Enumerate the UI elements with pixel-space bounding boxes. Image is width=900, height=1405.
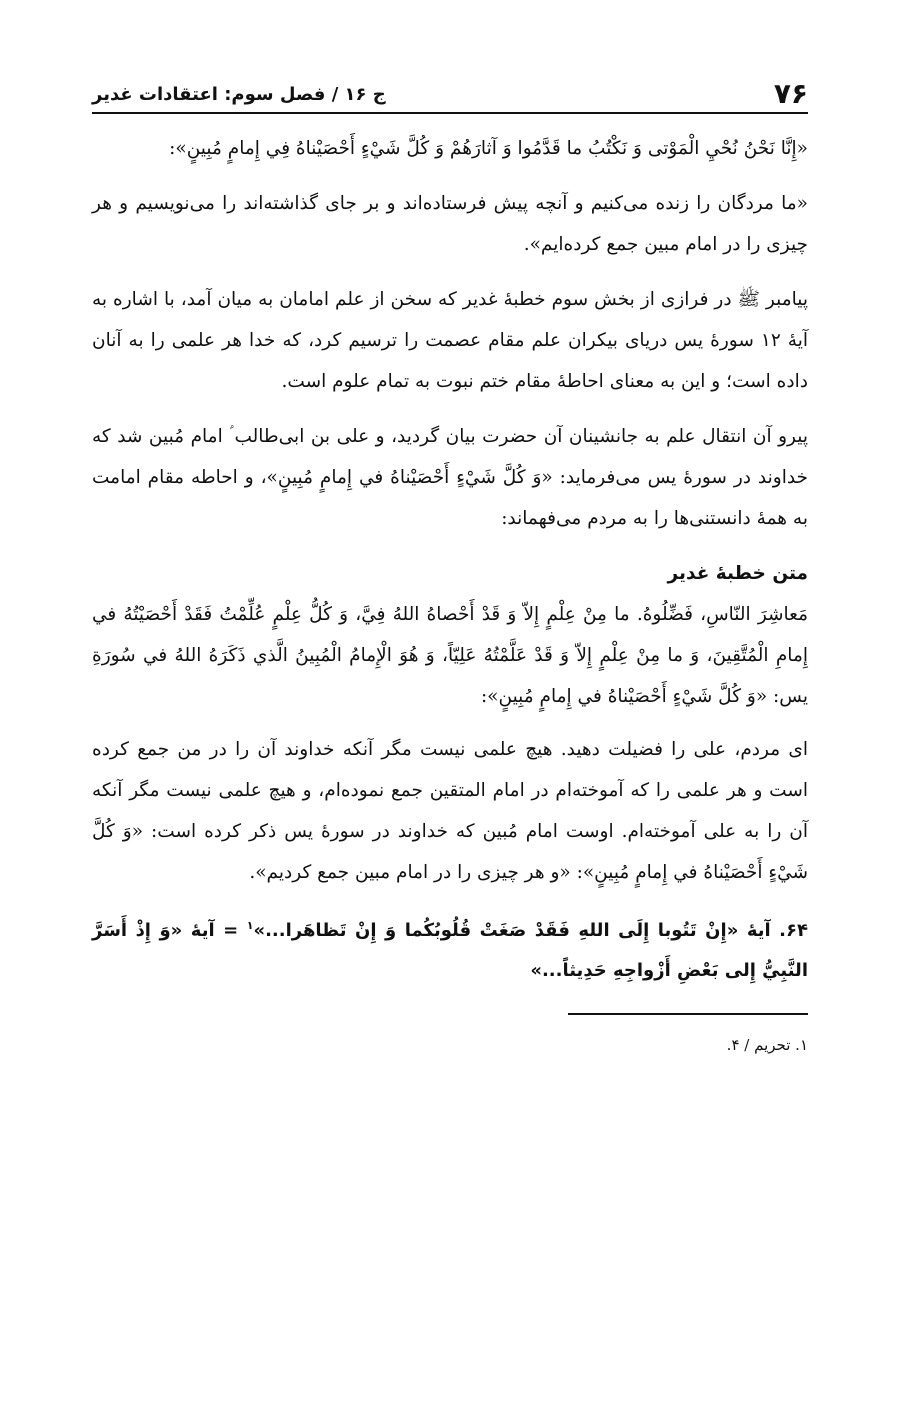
- sermon-arabic-text: مَعاشِرَ النّاسِ، فَضِّلُوهُ. ما مِنْ عِلْمٍ إِلاّ وَ قَدْ أَحْصاهُ اللهُ فِيَّ، وَ كُلُّ عِلْمٍ عُلِّمْتُ فَقَدْ أَحْصَيْتُهُ في إِمامِ الْمُتَّقِينَ، وَ ما مِنْ عِلْمٍ إِلاّ وَ قَدْ عَلَّمْتُهُ عَلِيّاً، وَ هُوَ الْإِمامُ الْمُبِينُ الَّذي ذَكَرَهُ اللهُ في سُورَةِ يس: «وَ كُلَّ شَيْءٍ أَحْصَيْناهُ في إِمامٍ مُبِينٍ»:: [92, 604, 808, 707]
- numbered-item-64: [92, 911, 808, 991]
- quran-verse-paragraph: «إِنَّا نَحْنُ نُحْيِ الْمَوْتی وَ نَكْتُبُ ما قَدَّمُوا وَ آثارَهُمْ وَ كُلَّ شَيْءٍ أَحْصَيْناهُ فِي إِمامٍ مُبِينٍ»:: [169, 138, 808, 159]
- body-paragraph: پیامبر ﷺ در فرازی از بخش سوم خطبۀ غدیر که سخن از علم امامان به میان آمد، با اشاره به آیۀ ۱۲ سورۀ یس دریای بیکران علم مقام عصمت را ترسیم کرد، که خدا هر علمی را به آنان داده است؛ و این به معنای احاطۀ مقام ختم نبوت به تمام علوم است.: [92, 289, 808, 392]
- sermon-translation-text: ای مردم، علی را فضیلت دهید. هیچ علمی نیست مگر آنکه خداوند آن را در من جمع کرده است و هر علمی را که آموخته‌ام در امام المتقین جمع نموده‌ام، و هیچ علمی نیست مگر آنکه آن را به علی آموخته‌ام. اوست امام مُبین که خداوند در سورۀ یس ذکر کرده است: «وَ كُلَّ شَيْءٍ أَحْصَيْناهُ في إِمامٍ مُبِينٍ»: «و هر چیزی را در امام مبین جمع کردیم».: [92, 739, 808, 883]
- running-title: ج ۱۶ / فصل سوم: اعتقادات غدیر: [92, 84, 386, 105]
- page-number: ۷۶: [773, 77, 808, 110]
- body-paragraph: پیرو آن انتقال علم به جانشینان آن حضرت بیان گردید، و علی بن ابی‌طالب ؑ امام مُبین شد که خداوند در سورۀ یس می‌فرماید: «وَ كُلَّ شَيْءٍ أَحْصَيْناهُ في إِمامٍ مُبِينٍ»، و احاطه مقام امامت به همۀ دانستنی‌ها را به مردم می‌فهماند:: [92, 426, 808, 529]
- document-page: [92, 60, 808, 1059]
- page-header: [92, 60, 808, 114]
- verse-translation-paragraph: «ما مردگان را زنده می‌کنیم و آنچه پیش فرستاده‌اند و بر جای گذاشته‌اند را می‌نویسیم و هر چیزی را در امام مبین جمع کرده‌ایم».: [92, 193, 808, 255]
- footnote-divider: [568, 1013, 808, 1015]
- footnote-marker[interactable]: ۱: [246, 919, 254, 932]
- footnote-text: ۱. تحریم / ۴.: [726, 1036, 808, 1054]
- item-text-before: ۶۴. آیۀ «إِنْ تَتُوبا إِلَى اللهِ فَقَدْ صَغَتْ قُلُوبُكُما وَ إِنْ تَظاهَرا...»: [253, 920, 808, 941]
- section-subheading: متن خطبۀ غدیر: [667, 563, 808, 584]
- item-text-after: = آیۀ «وَ إِذْ أَسَرَّ النَّبِيُّ إِلى بَعْضِ أَزْواجِهِ حَدِيثاً...»: [92, 920, 808, 981]
